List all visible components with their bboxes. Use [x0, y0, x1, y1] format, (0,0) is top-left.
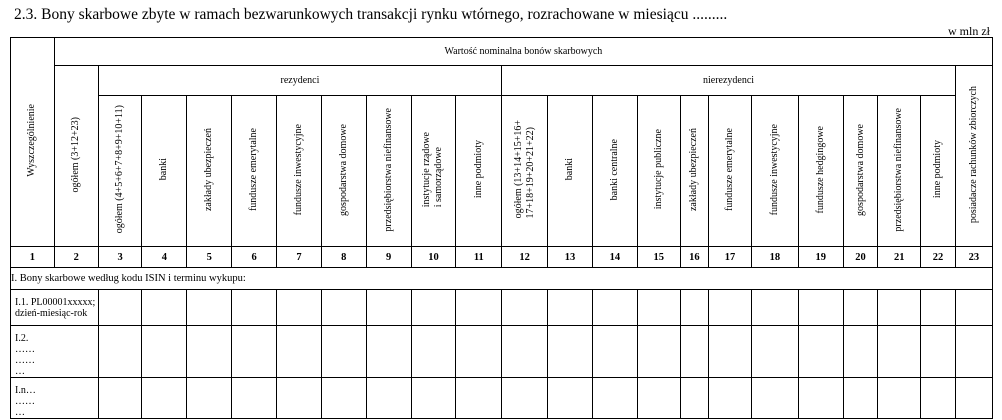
header-nierez-hedgingowe: fundusze hedgingowe [798, 96, 843, 247]
data-cell [637, 378, 680, 419]
data-cell [277, 326, 322, 378]
header-rez-inwestycyjne: fundusze inwestycyjne [277, 96, 322, 247]
column-number: 23 [955, 247, 992, 268]
header-rez-instytucje: instytucje rządowei samorządowe [411, 96, 456, 247]
header-wyszczegolnienie [11, 38, 55, 247]
data-cell [637, 290, 680, 326]
row-label [11, 378, 99, 419]
row-label-line: I.1. PL00001xxxxx; [15, 297, 96, 308]
data-cell [592, 378, 637, 419]
data-cell [921, 326, 956, 378]
data-cell [366, 378, 411, 419]
header-rez-banki: banki [142, 96, 187, 247]
data-cell [411, 378, 456, 419]
data-cell [456, 378, 502, 419]
header-rez-ogolem: ogółem (4+5+6+7+8+9+10+11) [98, 96, 142, 247]
data-cell [843, 290, 878, 326]
column-number: 21 [878, 247, 921, 268]
data-cell [709, 290, 752, 326]
column-number: 3 [98, 247, 142, 268]
data-cell [187, 326, 232, 378]
data-cell [411, 290, 456, 326]
data-cell [680, 290, 709, 326]
column-number: 19 [798, 247, 843, 268]
data-cell [592, 326, 637, 378]
row-label [11, 290, 99, 326]
data-cell [751, 378, 798, 419]
header-rez-inne: inne podmioty [456, 96, 502, 247]
table-row [11, 378, 993, 419]
header-rez-przedsiebiorstwa: przedsiębiorstwa niefinansowe [366, 96, 411, 247]
header-posiadacze [955, 66, 992, 247]
data-cell [502, 290, 548, 326]
data-cell [680, 378, 709, 419]
data-cell [456, 290, 502, 326]
data-cell [321, 290, 366, 326]
header-wartosc: Wartość nominalna bonów skarbowych [54, 38, 992, 66]
data-cell [843, 326, 878, 378]
data-cell [798, 326, 843, 378]
row-label-line: …… [15, 344, 35, 355]
bonds-table [10, 37, 993, 419]
column-number: 13 [548, 247, 593, 268]
column-number: 9 [366, 247, 411, 268]
column-number: 20 [843, 247, 878, 268]
data-cell [142, 326, 187, 378]
data-cell [98, 378, 142, 419]
data-cell [232, 326, 277, 378]
column-number: 1 [11, 247, 55, 268]
data-cell [277, 378, 322, 419]
header-rez-gospodarstwa: gospodarstwa domowe [321, 96, 366, 247]
column-number: 22 [921, 247, 956, 268]
row-label-line: I.2. [15, 333, 29, 344]
data-cell [321, 378, 366, 419]
header-nierez-banki-centralne: banki centralne [592, 96, 637, 247]
table-title: 2.3. Bony skarbowe zbyte w ramach bezwarunkowych transakcji rynku wtórnego, rozrachowane w miesiącu ......... [14, 6, 728, 23]
data-cell [321, 326, 366, 378]
column-number: 7 [277, 247, 322, 268]
header-nierez-ogolem: ogółem (13+14+15+16+17+18+19+20+21+22) [502, 96, 548, 247]
data-cell [502, 378, 548, 419]
data-cell [366, 326, 411, 378]
data-cell [709, 326, 752, 378]
data-cell [98, 326, 142, 378]
section-row [11, 268, 993, 290]
data-cell [142, 290, 187, 326]
column-number: 4 [142, 247, 187, 268]
data-cell [456, 326, 502, 378]
column-number: 15 [637, 247, 680, 268]
data-cell [843, 378, 878, 419]
table-row [11, 290, 993, 326]
header-nierez-inwestycyjne: fundusze inwestycyjne [751, 96, 798, 247]
row-label-line: I.n… [15, 385, 36, 396]
header-rez-emerytalne: fundusze emerytalne [232, 96, 277, 247]
data-cell [921, 378, 956, 419]
header-rez-zaklady: zakłady ubezpieczeń [187, 96, 232, 247]
data-cell [232, 378, 277, 419]
unit-label: w mln zł [948, 24, 990, 38]
row-label-line: …… [15, 355, 35, 366]
data-cell [955, 326, 992, 378]
data-cell [548, 326, 593, 378]
data-cell [187, 290, 232, 326]
data-cell [502, 326, 548, 378]
header-rezydenci: rezydenci [98, 66, 502, 96]
data-cell [751, 326, 798, 378]
data-cell [548, 290, 593, 326]
data-cell [232, 290, 277, 326]
column-number: 5 [187, 247, 232, 268]
header-nierez-instytucje: instytucje publiczne [637, 96, 680, 247]
data-cell [637, 326, 680, 378]
header-nierez-inne: inne podmioty [921, 96, 956, 247]
column-number: 16 [680, 247, 709, 268]
header-ogolem-text: ogółem (3+12+23) [70, 116, 82, 193]
table-row [11, 326, 993, 378]
header-ogolem [54, 66, 98, 247]
row-label-line: … [15, 366, 25, 377]
data-cell [878, 378, 921, 419]
data-cell [277, 290, 322, 326]
data-cell [142, 378, 187, 419]
column-number: 11 [456, 247, 502, 268]
header-nierez-gospodarstwa: gospodarstwa domowe [843, 96, 878, 247]
header-nierez-przedsiebiorstwa: przedsiębiorstwa niefinansowe [878, 96, 921, 247]
column-number: 12 [502, 247, 548, 268]
column-number: 6 [232, 247, 277, 268]
data-cell [798, 378, 843, 419]
data-cell [955, 290, 992, 326]
data-cell [411, 326, 456, 378]
data-cell [751, 290, 798, 326]
header-nierezydenci: nierezydenci [502, 66, 956, 96]
row-label-line: … [15, 407, 25, 418]
data-cell [955, 378, 992, 419]
header-nierez-emerytalne: fundusze emerytalne [709, 96, 752, 247]
data-cell [592, 290, 637, 326]
header-nierez-zaklady: zakłady ubezpieczeń [680, 96, 709, 247]
data-cell [798, 290, 843, 326]
section-label: I. Bony skarbowe według kodu ISIN i terminu wykupu: [11, 268, 993, 290]
data-cell [680, 326, 709, 378]
data-cell [548, 378, 593, 419]
column-number: 10 [411, 247, 456, 268]
row-label-line: …… [15, 396, 35, 407]
column-number: 17 [709, 247, 752, 268]
data-cell [187, 378, 232, 419]
row-label-line: dzień-miesiąc-rok [15, 308, 88, 319]
data-cell [878, 290, 921, 326]
column-number: 14 [592, 247, 637, 268]
column-number: 8 [321, 247, 366, 268]
header-posiadacze-text: posiadacze rachunków zbiorczych [967, 85, 979, 224]
data-cell [878, 326, 921, 378]
data-cell [709, 378, 752, 419]
column-number-row [11, 247, 993, 268]
data-cell [921, 290, 956, 326]
column-number: 2 [54, 247, 98, 268]
column-number: 18 [751, 247, 798, 268]
data-cell [366, 290, 411, 326]
header-wyszczegolnienie-text: Wyszczególnienie [26, 104, 38, 177]
header-nierez-banki: banki [548, 96, 593, 247]
data-cell [98, 290, 142, 326]
row-label [11, 326, 99, 378]
